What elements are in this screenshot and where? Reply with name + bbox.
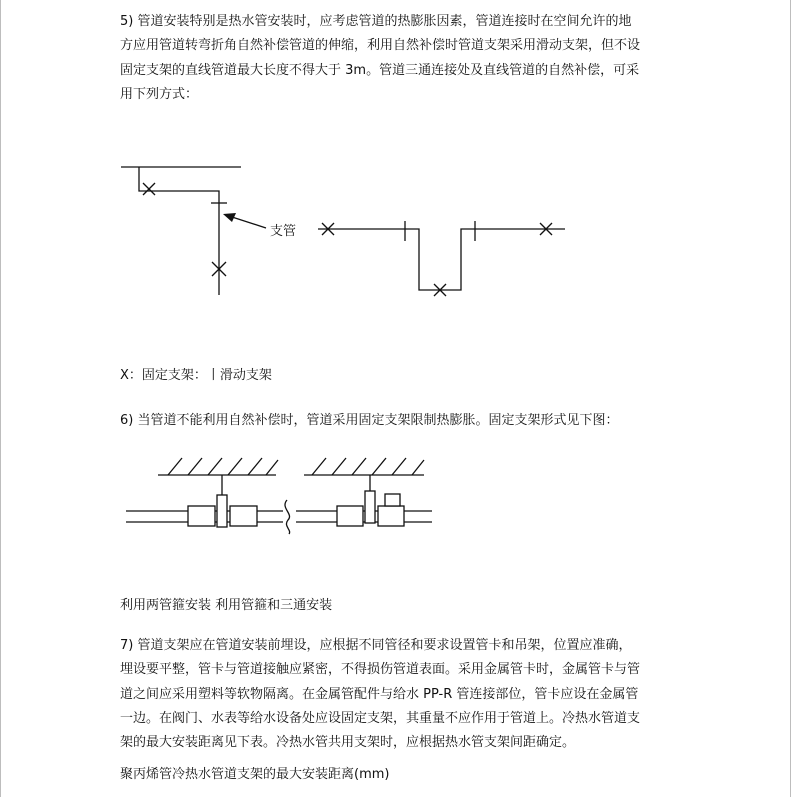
tee-fitting xyxy=(378,506,404,526)
pipe-coupling xyxy=(230,506,257,526)
paragraph-7-line: 埋设要平整，管卡与管道接触应紧密，不得损伤管道表面。采用金属管卡时，金属管卡与管 xyxy=(120,662,641,678)
support-clamp-left xyxy=(217,495,227,527)
support-label: 支管 xyxy=(270,224,297,239)
paragraph-5-line: 方应用管道转弯折角自然补偿管道的伸缩，利用自然补偿时管道支架采用滑动支架，但不设 xyxy=(120,38,641,54)
fixed-support-caption: 利用两管箍安装 利用管箍和三通安装 xyxy=(120,598,333,613)
paragraph-7-line: 架的最大安装距离见下表。冷热水管共用支架时，应根据热水管支架间距确定。 xyxy=(120,735,576,751)
pipe-coupling xyxy=(188,506,215,526)
paragraph-5-line: 固定支架的直线管道最大长度不得大于 3m。管道三通连接处及直线管道的自然补偿，可采 xyxy=(120,62,640,78)
paragraph-7-line: 道之间应采用塑料等软物隔离。在金属管配件与给水 PP-R 管连接部位，管卡应设在金属管 xyxy=(120,686,639,702)
paragraph-7-line: 7) 管道支架应在管道安装前埋设，应根据不同管径和要求设置管卡和吊架，位置应准确， xyxy=(120,638,632,653)
pipe-break-mark xyxy=(285,500,290,534)
pipe-coupling xyxy=(337,506,363,526)
paragraph-6: 6) 当管道不能利用自然补偿时，管道采用固定支架限制热膨胀。固定支架形式见下图： xyxy=(120,413,619,428)
ceiling-hatch-right xyxy=(312,458,424,475)
paragraph-7 xyxy=(120,634,680,755)
support-clamp-right xyxy=(365,491,375,523)
paragraph-5-line: 5) 管道安装特别是热水管安装时，应考虑管道的热膨胀因素，管道连接时在空间允许的地 xyxy=(120,14,632,29)
paragraph-5-line: 用下列方式： xyxy=(120,86,199,102)
support-legend: X：固定支架：丨滑动支架 xyxy=(120,368,272,383)
tee-branch xyxy=(385,494,400,506)
table-title: 聚丙烯管冷热水管道支架的最大安装距离(mm) xyxy=(120,767,390,782)
ceiling-hatch-left xyxy=(168,458,278,475)
paragraph-7-line: 一边。在阀门、水表等给水设备处应设固定支架，其重量不应作用于管道上。冷热水管道支 xyxy=(120,710,641,726)
